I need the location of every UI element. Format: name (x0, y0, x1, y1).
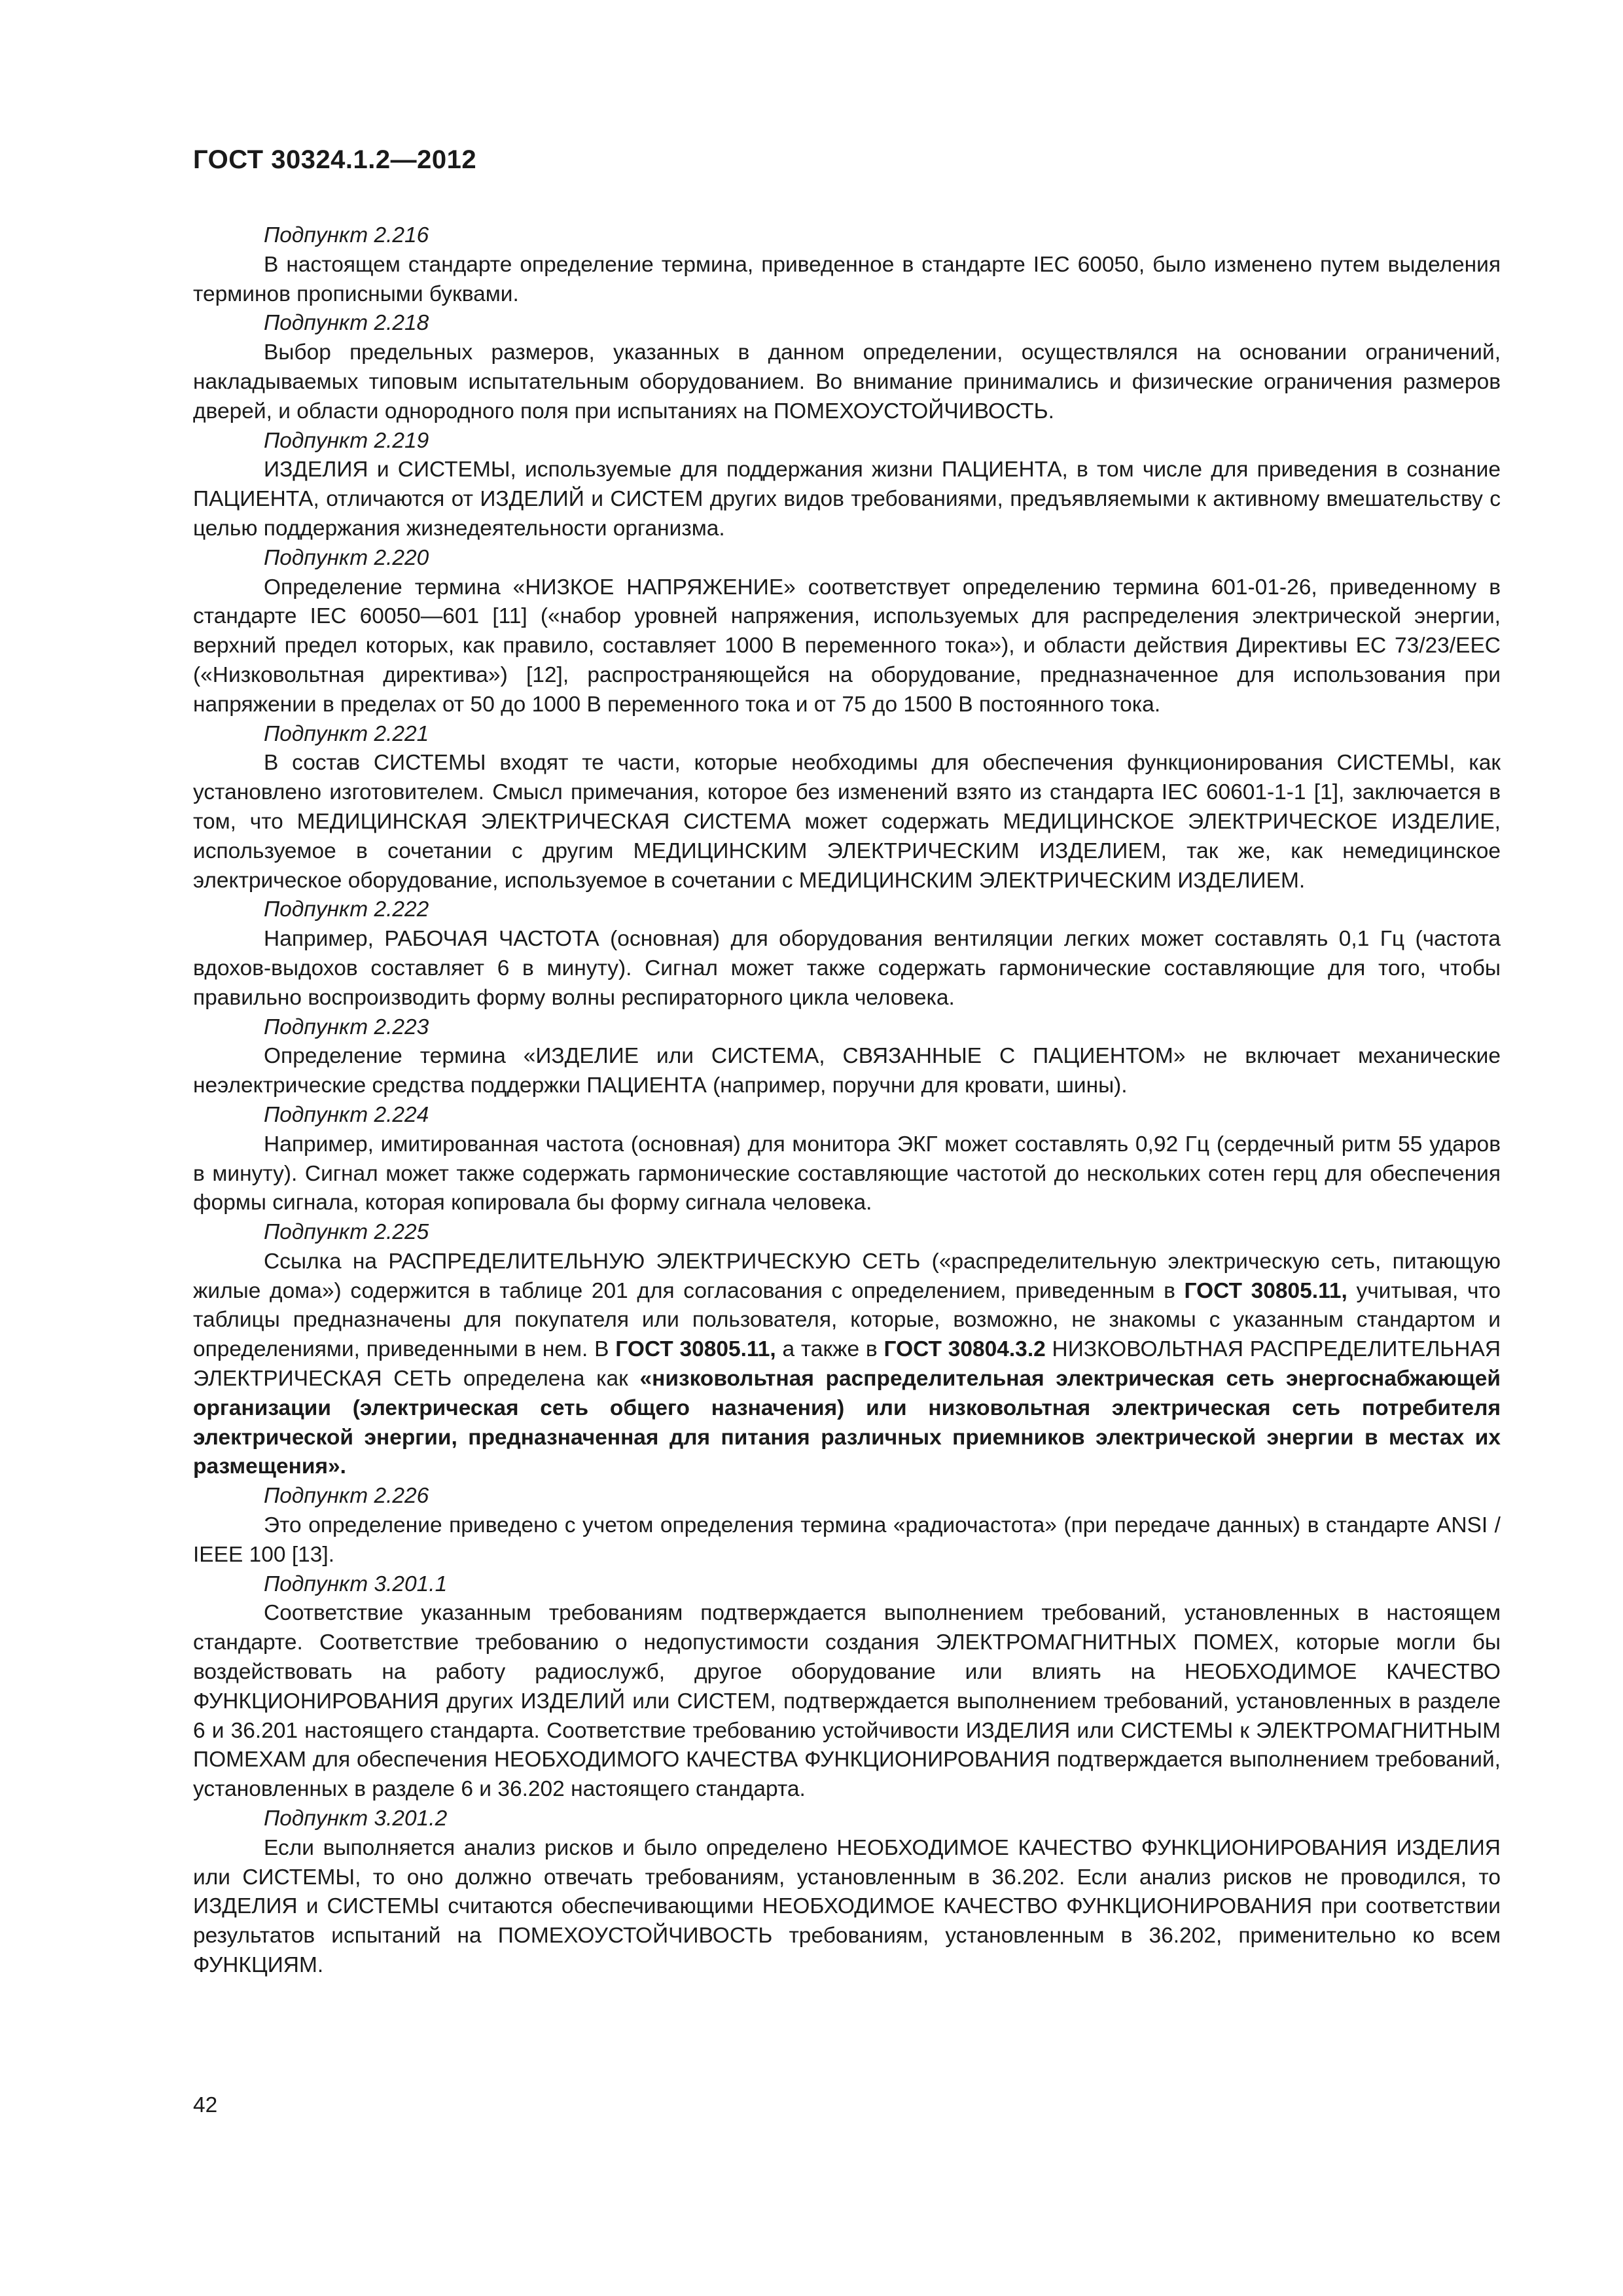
subclause-text: Определение термина «ИЗДЕЛИЕ или СИСТЕМА, СВЯЗАННЫЕ С ПАЦИЕНТОМ» не включает механические неэлектрические средства поддержки ПАЦИЕНТА (например, поручни для кровати, шины). (193, 1044, 1501, 1098)
text-run: НИЗКОВОЛЬТНАЯ РАСПРЕДЕЛИТЕЛЬНАЯ ЭЛЕКТРИЧЕСКАЯ СЕТЬ определена как (193, 1337, 1501, 1391)
subclause-text: В настоящем стандарте определение термина, приведенное в стандарте IEC 60050, было изменено путем выделения терминов прописными буквами. (193, 252, 1501, 306)
subclause-text: Например, РАБОЧАЯ ЧАСТОТА (основная) для оборудования вентиляции легких может составлять 0,1 Гц (частота вдохов-выдохов составляет 6 в минуту). Сигнал может также содержать гармонические составляющие для того, чтобы правильно воспроизводить форму волны респираторного цикла человека. (193, 927, 1501, 1010)
standard-reference: ГОСТ 30805.11, (615, 1337, 776, 1362)
document-body (193, 221, 1501, 1981)
text-run: Ссылка на РАСПРЕДЕЛИТЕЛЬНУЮ ЭЛЕКТРИЧЕСКУЮ СЕТЬ («распределительную электрическую сеть, питающую жилые дома») содержится в таблице 201 для согласования с определением, приведенным в (193, 1249, 1501, 1303)
subclause-text: Например, имитированная частота (основная) для монитора ЭКГ может составлять 0,92 Гц (сердечный ритм 55 ударов в минуту). Сигнал может также содержать гармонические составляющие частотой до нескольких сотен герц для обеспечения формы сигнала, которая копировала бы форму сигнала человека. (193, 1132, 1501, 1215)
subclause-text: Это определение приведено с учетом определения термина «радиочастота» (при передаче данных) в стандарте ANSI / IEEE 100 [13]. (193, 1513, 1501, 1567)
subclause-text: В состав СИСТЕМЫ входят те части, которые необходимы для обеспечения функционирования СИСТЕМЫ, как установлено изготовителем. Смысл примечания, которое без изменений взято из стандарта IEC 60601-1-1 [1], заключается в том, что МЕДИЦИНСКАЯ ЭЛЕКТРИЧЕСКАЯ СИСТЕМА может содержать МЕДИЦИНСКОЕ ЭЛЕКТРИЧЕСКОЕ ИЗДЕЛИЕ, используемое в сочетании с другим МЕДИЦИНСКИМ ЭЛЕКТРИЧЕСКИМ ИЗДЕЛИЕМ, так же, как немедицинское электрическое оборудование, используемое в сочетании с МЕДИЦИНСКИМ ЭЛЕКТРИЧЕСКИМ ИЗДЕЛИЕМ. (193, 751, 1501, 893)
quoted-definition: «низковольтная распределительная электрическая сеть энергоснабжающей организации (электрическая сеть общего назначения) или низковольтная электрическая сеть потребителя электрической энергии, предназначенная для питания различных приемников электрической энергии в местах их размещения». (193, 1367, 1501, 1479)
subclause-text: Выбор предельных размеров, указанных в данном определении, осуществлялся на основании ограничений, накладываемых типовым испытательным оборудованием. Во внимание принимались и физические ограничения размеров дверей, и области однородного поля при испытаниях на ПОМЕХОУСТОЙЧИВОСТЬ. (193, 340, 1501, 423)
subclause-heading: Подпункт 2.216 (264, 223, 429, 247)
text-run: учитывая, что таблицы предназначены для покупателя или пользователя, которые, возможно, не знакомы с указанным стандартом и определениями, приведенными в нем. В (193, 1278, 1501, 1362)
standard-reference: ГОСТ 30804.3.2 (883, 1337, 1046, 1362)
subclause-heading: Подпункт 2.223 (264, 1014, 429, 1039)
subclause-heading: Подпункт 2.224 (264, 1102, 429, 1127)
subclause-heading: Подпункт 2.219 (264, 428, 429, 453)
subclause-text: Соответствие указанным требованиям подтверждается выполнением требований, установленных в настоящем стандарте. Соответствие требованию о недопустимости создания ЭЛЕКТРОМАГНИТНЫХ ПОМЕХ, которые могли бы воздействовать на работу радиослужб, другое оборудование или влиять на НЕОБХОДИМОЕ КАЧЕСТВО ФУНКЦИОНИРОВАНИЯ других ИЗДЕЛИЙ или СИСТЕМ, подтверждается выполнением требований, установленных в разделе 6 и 36.201 настоящего стандарта. Соответствие требованию устойчивости ИЗДЕЛИЯ или СИСТЕМЫ к ЭЛЕКТРОМАГНИТНЫМ ПОМЕХАМ для обеспечения НЕОБХОДИМОГО КАЧЕСТВА ФУНКЦИОНИРОВАНИЯ подтверждается выполнением требований, установленных в разделе 6 и 36.202 настоящего стандарта. (193, 1601, 1501, 1802)
standard-header: ГОСТ 30324.1.2—2012 (193, 145, 477, 174)
text-run: а также в (776, 1337, 884, 1362)
subclause-text: ИЗДЕЛИЯ и СИСТЕМЫ, используемые для поддержания жизни ПАЦИЕНТА, в том числе для приведения в сознание ПАЦИЕНТА, отличаются от ИЗДЕЛИЙ и СИСТЕМ других видов требованиями, предъявляемыми к активному вмешательству с целью поддержания жизнедеятельности организма. (193, 457, 1501, 541)
subclause-heading: Подпункт 2.218 (264, 311, 429, 336)
standard-reference: ГОСТ 30805.11, (1184, 1278, 1347, 1303)
subclause-heading: Подпункт 2.225 (264, 1220, 429, 1245)
subclause-heading: Подпункт 3.201.1 (264, 1571, 448, 1596)
subclause-text: Определение термина «НИЗКОЕ НАПРЯЖЕНИЕ» соответствует определению термина 601-01-26, приведенному в стандарте IEC 60050—601 [11] («набор уровней напряжения, используемых для распределения электрической энергии, верхний предел которых, как правило, составляет 1000 В переменного тока»), и области действия Директивы ЕС 73/23/ЕЕС («Низковольтная директива») [12], распространяющейся на оборудование, предназначенное для использования при напряжении в пределах от 50 до 1000 В переменного тока и от 75 до 1500 В постоянного тока. (193, 575, 1501, 717)
subclause-heading: Подпункт 2.221 (264, 721, 429, 746)
subclause-heading: Подпункт 2.222 (264, 897, 429, 922)
page-number: 42 (193, 2093, 218, 2117)
subclause-heading: Подпункт 2.220 (264, 545, 429, 570)
subclause-text (193, 1247, 1501, 1482)
subclause-heading: Подпункт 2.226 (264, 1484, 429, 1509)
subclause-heading: Подпункт 3.201.2 (264, 1806, 448, 1831)
subclause-text: Если выполняется анализ рисков и было определено НЕОБХОДИМОЕ КАЧЕСТВО ФУНКЦИОНИРОВАНИЯ ИЗДЕЛИЯ или СИСТЕМЫ, то оно должно отвечать требованиям, установленным в 36.202. Если анализ рисков не проводился, то ИЗДЕЛИЯ и СИСТЕМЫ считаются обеспечивающими НЕОБХОДИМОЕ КАЧЕСТВО ФУНКЦИОНИРОВАНИЯ при соответствии результатов испытаний на ПОМЕХОУСТОЙЧИВОСТЬ требованиям, установленным в 36.202, применительно ко всем ФУНКЦИЯМ. (193, 1835, 1501, 1978)
